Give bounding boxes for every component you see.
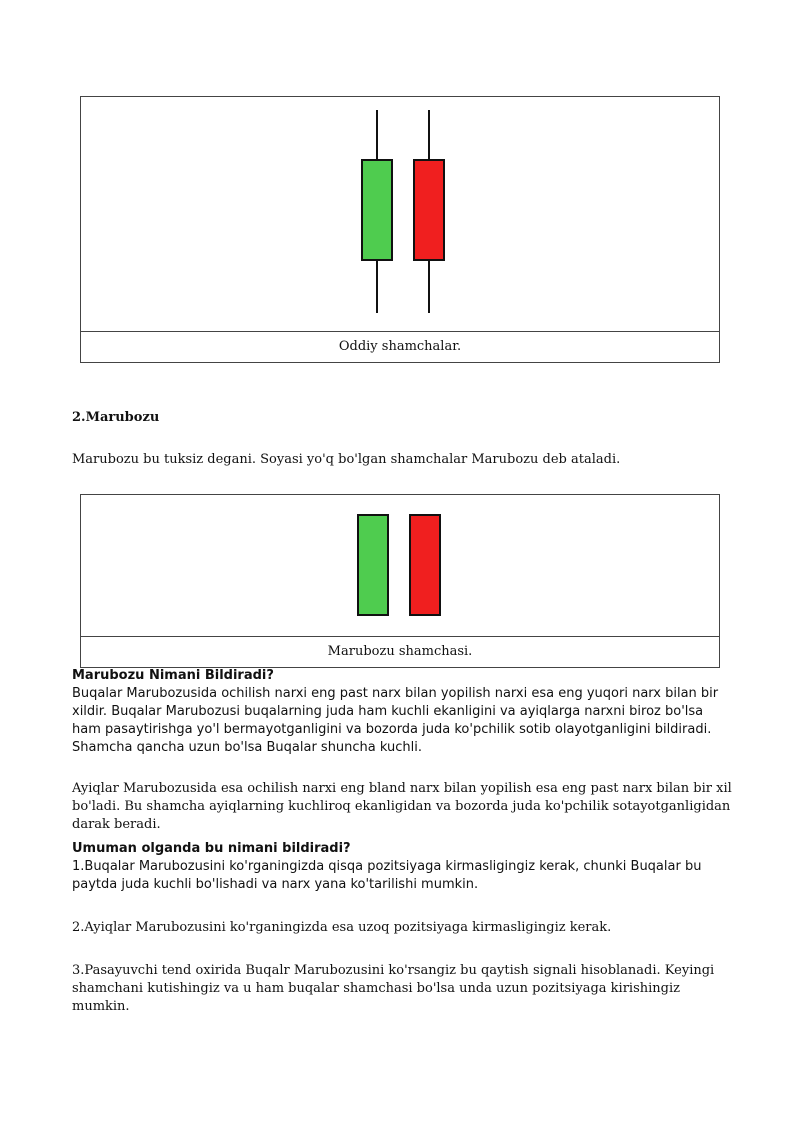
bearish-marubozu-body — [410, 515, 440, 615]
meaning-paragraph-1: Buqalar Marubozusida ochilish narxi eng past narx bilan yopilish narxi esa eng yuqori narx bilan bir xildir. Buqalar Marubozusi buqalarning juda ham kuchli ekanligini va ayiqlarga narxni biroz bo'lsa ham pasaytirishga yo'l bermayotganligini va bozorda juda ko'pchilik sotib olayotganligini bildiradi. Shamcha qancha uzun bo'lsa Buqalar shuncha kuchli. — [72, 686, 719, 755]
bearish-candle-body — [414, 160, 444, 260]
marubozu-intro: Marubozu bu tuksiz degani. Soyasi yo'q bo'lgan shamchalar Marubozu deb ataladi. — [72, 452, 621, 467]
figure-caption: Oddiy shamchalar. — [81, 331, 719, 362]
bullish-candle-body — [362, 160, 392, 260]
meaning-paragraph-2: Ayiqlar Marubozusida esa ochilish narxi eng bland narx bilan yopilish esa eng past narx bilan bir xil bo'ladi. Bu shamcha ayiqlarning kuchliroq ekanligidan va bozorda juda ko'pchilik sotayotganligidan darak beradi. — [72, 781, 732, 832]
figure-image — [81, 97, 719, 331]
figure-image — [81, 495, 719, 636]
summary-item-3: 3.Pasayuvchi tend oxirida Buqalr Marubozusini ko'rsangiz bu qaytish signali hisoblanadi. Keyingi shamchani kutishingiz va u ham buqalar shamchasi bo'lsa unda uzun pozitsiyaga kirishingiz mumkin. — [72, 963, 715, 1014]
candles-illustration — [81, 97, 719, 331]
marubozu-illustration — [81, 495, 719, 636]
meaning-heading: Marubozu Nimani Bildiradi? — [72, 668, 274, 683]
section-heading-marubozu: 2.Marubozu — [72, 410, 160, 425]
figure-marubozu-candles — [80, 494, 720, 668]
summary-heading: Umuman olganda bu nimani bildiradi? — [72, 841, 351, 856]
summary-item-2: 2.Ayiqlar Marubozusini ko'rganingizda esa uzoq pozitsiyaga kirmasligingiz kerak. — [72, 920, 612, 935]
figure-caption: Marubozu shamchasi. — [81, 636, 719, 667]
figure-ordinary-candles — [80, 96, 720, 363]
bullish-marubozu-body — [358, 515, 388, 615]
summary-item-1: 1.Buqalar Marubozusini ko'rganingizda qisqa pozitsiyaga kirmasligingiz kerak, chunki Buqalar bu paytda juda kuchli bo'lishadi va narx yana ko'tarilishi mumkin. — [72, 859, 702, 892]
